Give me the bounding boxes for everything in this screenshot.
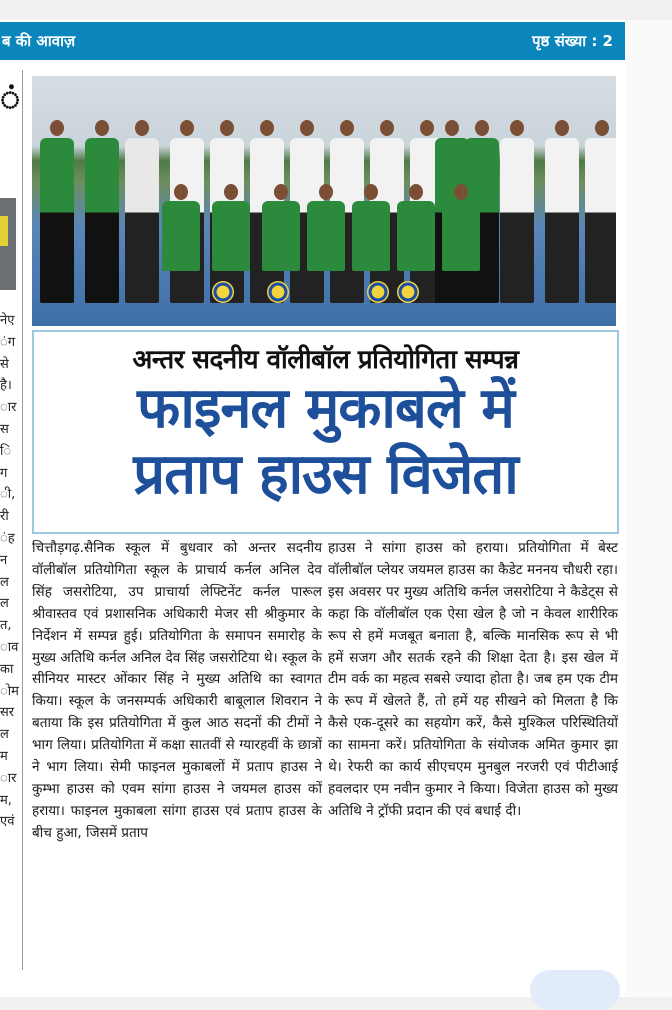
text-fragment: ल [0, 596, 9, 612]
person-head [475, 120, 489, 136]
person [125, 138, 159, 303]
text-fragment: ार [0, 400, 17, 416]
article-column-1: चित्तौड़गढ़.सैनिक स्कूल में बुधवार को अन्तर सदनीय वॉलीबॉल प्रतियोगिता स्कूल के प्राचार्य कर्नल अनिल देव सिंह जसरोटिया, उप प्राचार्या लेफ्टिनेंट कर्नल पारूल श्रीवास्तव एवं प्रशासनिक अधिकारी मेजर सी श्रीकुमार के निर्देशन में सम्पन्न हुई। प्रतियोगिता के समापन समारोह के मुख्य अतिथि कर्नल अनिल देव सिंह जसरोटिया थे। स्कूल के सीनियर मास्टर ओंकार सिंह ने मुख्य अतिथि का स्वागत किया। स्कूल के जनसम्पर्क अधिकारी बाबूलाल शिवरान ने बताया कि इस प्रतियोगिता में कुल आठ सदनों की टीमों ने भाग लिया। प्रतियोगिता में कक्षा सातवीं से ग्यारहवीं के छात्रों ने भाग लिया। सेमी फाइनल मुकाबलों में प्रताप हाउस ने कुम्भा हाउस को एवम सांगा हाउस ने जयमल हाउस कों हराया। फाइनल मुकाबला सांगा हाउस एवं प्रताप हाउस के बीच हुआ, जिसमें प्रताप [32, 540, 322, 841]
article-column-2: हाउस ने सांगा हाउस को हराया। प्रतियोगिता में बेस्ट वॉलीबॉल प्लेयर जयमल हाउस का कैडेट मननय चौधरी रहा। इस अवसर पर मुख्य अतिथि कर्नल जसरोटिया ने कैडेट्स से कहा कि वॉलीबॉल एक ऐसा खेल है जो न केवल शारीरिक रूप से हमें मजबूत बनाता है, बल्कि मानसिक रूप से भी हमें सजग और सतर्क रहने की शिक्षा देता है। इस खेल में टीम वर्क का महत्व सबसे ज्यादा होता है। जब हम एक टीम के रूप में खेलते हैं, तो हमें यह सीखने को मिलता है कि कैसे एक-दूसरे का सहयोग करें, कैसे मुश्किल परिस्थितियों का सामना करें। प्रतियोगिता के संयोजक अमित कुमार झा थे। रेफरी का कार्य सीएचएम मुनबुल नरजरी एवं पीटीआई हवलदार एम नवीन कुमार ने किया। विजेता हाउस को मुख्य अतिथि ने ट्रॉफी प्रदान की एवं बधाई दी। [328, 540, 618, 819]
text-fragment: री [0, 509, 9, 525]
text-fragment: से [0, 356, 9, 372]
text-fragment: ोम [0, 683, 19, 699]
text-fragment: म [0, 748, 8, 764]
newspaper-name: ब की आवाज़ [2, 32, 76, 50]
seated-player [262, 201, 300, 271]
volleyball [367, 281, 389, 303]
person-head [595, 120, 609, 136]
text-fragment: ंह [0, 530, 15, 546]
person-head [220, 120, 234, 136]
text-fragment: ल [0, 574, 9, 590]
volleyball [397, 281, 419, 303]
adjacent-article-text [0, 310, 22, 833]
person [85, 138, 119, 303]
person-head [319, 184, 333, 200]
adjacent-article-letter: ं [0, 79, 21, 119]
headline-line-1: फाइनल मुकाबले में [137, 376, 514, 441]
person-head [510, 120, 524, 136]
headline-box [32, 330, 619, 534]
person-head [135, 120, 149, 136]
person-head [174, 184, 188, 200]
volleyball [267, 281, 289, 303]
adjacent-article-image [0, 198, 16, 290]
page-number: पृष्ठ संख्या : 2 [532, 32, 613, 50]
person [585, 138, 616, 303]
text-fragment: त, [0, 618, 12, 634]
volleyball [212, 281, 234, 303]
person-head [445, 120, 459, 136]
person-head [380, 120, 394, 136]
text-fragment: ल [0, 727, 9, 743]
text-fragment: ि [0, 443, 12, 459]
person-head [420, 120, 434, 136]
text-fragment: न [0, 552, 8, 568]
text-fragment: ार [0, 770, 17, 786]
person-head [555, 120, 569, 136]
column-divider [22, 70, 23, 970]
seated-player [162, 201, 200, 271]
person-head [300, 120, 314, 136]
headline-line-2: प्रताप हाउस विजेता [133, 442, 518, 507]
page-margin [625, 20, 672, 997]
person-head [409, 184, 423, 200]
text-fragment: म, [0, 792, 12, 808]
page-header-bar [0, 22, 625, 60]
seated-player [442, 201, 480, 271]
person-head [50, 120, 64, 136]
text-fragment: का [0, 661, 14, 677]
floating-button[interactable] [530, 970, 620, 1010]
person-head [454, 184, 468, 200]
text-fragment: है। [0, 378, 12, 394]
seated-player [352, 201, 390, 271]
person [545, 138, 579, 303]
person-head [180, 120, 194, 136]
person-head [340, 120, 354, 136]
person-head [224, 184, 238, 200]
person-head [260, 120, 274, 136]
text-fragment: नेए [0, 313, 15, 328]
text-fragment: ी, [0, 487, 16, 503]
person-head [364, 184, 378, 200]
person-head [95, 120, 109, 136]
person [500, 138, 534, 303]
person-head [274, 184, 288, 200]
person [40, 138, 74, 303]
text-fragment: ंग [0, 334, 16, 350]
text-fragment: ाव [0, 639, 19, 655]
text-fragment: एवं [0, 814, 15, 830]
seated-player [212, 201, 250, 271]
seated-player [397, 201, 435, 271]
text-fragment: स [0, 421, 9, 437]
team-photo [32, 76, 616, 326]
kicker: अन्तर सदनीय वॉलीबॉल प्रतियोगिता सम्पन्न [132, 345, 519, 375]
text-fragment: ग [0, 465, 8, 481]
seated-player [307, 201, 345, 271]
text-fragment: सर [0, 705, 15, 721]
